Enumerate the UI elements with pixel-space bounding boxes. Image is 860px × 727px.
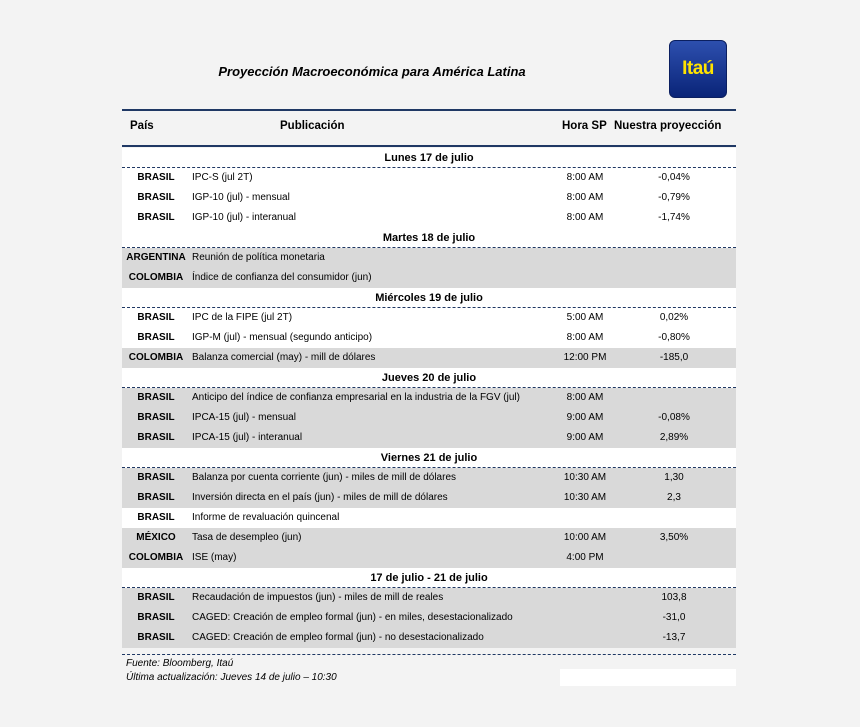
- projection-cell: 2,3: [667, 492, 681, 503]
- projection-cell: 3,50%: [659, 532, 689, 543]
- table-row: [122, 628, 736, 648]
- time-cell: 4:00 PM: [566, 552, 604, 563]
- table-row: [122, 168, 736, 188]
- table-row: [122, 528, 736, 548]
- day-heading: Lunes 17 de julio: [122, 148, 736, 168]
- time-cell: 8:00 AM: [566, 172, 604, 183]
- bottom-rule: [122, 654, 736, 655]
- table-row: [122, 428, 736, 448]
- projection-cell: -0,79%: [658, 192, 690, 203]
- country-cell: BRASIL: [137, 172, 175, 183]
- publication-cell: Balanza comercial (may) - mill de dólares: [192, 352, 376, 363]
- time-cell: 10:30 AM: [563, 492, 607, 503]
- projection-cell: -185,0: [659, 352, 689, 363]
- publication-cell: IPC de la FIPE (jul 2T): [192, 312, 293, 323]
- country-cell: BRASIL: [137, 192, 175, 203]
- country-cell: BRASIL: [137, 512, 175, 523]
- country-cell: BRASIL: [137, 312, 175, 323]
- day-heading: Viernes 21 de julio: [122, 448, 736, 468]
- time-cell: 5:00 AM: [566, 312, 604, 323]
- country-cell: BRASIL: [137, 492, 175, 503]
- header-projection: Nuestra proyección: [614, 120, 722, 132]
- time-cell: 8:00 AM: [566, 192, 604, 203]
- country-cell: COLOMBIA: [128, 272, 184, 283]
- publication-cell: Reunión de política monetaria: [192, 252, 325, 263]
- time-cell: 12:00 PM: [563, 352, 607, 363]
- country-cell: BRASIL: [137, 432, 175, 443]
- country-cell: BRASIL: [137, 632, 175, 643]
- header-country: País: [130, 120, 154, 132]
- table-row: [122, 608, 736, 628]
- table-row: [122, 328, 736, 348]
- publication-cell: IPCA-15 (jul) - interanual: [192, 432, 303, 443]
- day-heading: 17 de julio - 21 de julio: [122, 568, 736, 588]
- projection-cell: 2,89%: [659, 432, 689, 443]
- time-cell: 10:00 AM: [563, 532, 607, 543]
- table-row: [122, 468, 736, 488]
- country-cell: BRASIL: [137, 472, 175, 483]
- country-cell: MÉXICO: [136, 532, 176, 543]
- footer-updated: Última actualización: Jueves 14 de julio – 10:30: [126, 672, 337, 683]
- table-row: [122, 408, 736, 428]
- header-publication: Publicación: [280, 120, 345, 132]
- publication-cell: IPCA-15 (jul) - mensual: [192, 412, 296, 423]
- country-cell: ARGENTINA: [126, 252, 186, 263]
- time-cell: 8:00 AM: [566, 392, 604, 403]
- table-row: [122, 588, 736, 608]
- table-row: [122, 268, 736, 288]
- country-cell: BRASIL: [137, 592, 175, 603]
- publication-cell: IGP-M (jul) - mensual (segundo anticipo): [192, 332, 373, 343]
- publication-cell: ISE (may): [192, 552, 237, 563]
- time-cell: 9:00 AM: [566, 432, 604, 443]
- projection-cell: -0,04%: [658, 172, 690, 183]
- country-cell: BRASIL: [137, 212, 175, 223]
- publication-cell: Índice de confianza del consumidor (jun): [192, 272, 372, 283]
- projection-cell: -31,0: [662, 612, 686, 623]
- time-cell: 10:30 AM: [563, 472, 607, 483]
- footer-source: Fuente: Bloomberg, Itaú: [126, 658, 234, 669]
- footer: [126, 657, 337, 685]
- projection-cell: 0,02%: [659, 312, 689, 323]
- publication-cell: CAGED: Creación de empleo formal (jun) - en miles, desestacionalizado: [192, 612, 513, 623]
- projection-cell: -13,7: [662, 632, 686, 643]
- header-rule: [122, 145, 736, 147]
- projection-cell: -1,74%: [658, 212, 690, 223]
- table-row: [122, 248, 736, 268]
- header-time: Hora SP: [562, 120, 607, 132]
- publication-cell: IGP-10 (jul) - mensual: [192, 192, 290, 203]
- calendar-table: [122, 148, 736, 648]
- time-cell: 9:00 AM: [566, 412, 604, 423]
- time-cell: 8:00 AM: [566, 212, 604, 223]
- table-header: [122, 118, 736, 138]
- top-rule: [122, 109, 736, 111]
- projection-cell: 1,30: [664, 472, 684, 483]
- table-row: [122, 508, 736, 528]
- page-title: Proyección Macroeconómica para América Latina: [218, 64, 526, 79]
- publication-cell: IGP-10 (jul) - interanual: [192, 212, 296, 223]
- country-cell: BRASIL: [137, 612, 175, 623]
- country-cell: BRASIL: [137, 332, 175, 343]
- table-row: [122, 388, 736, 408]
- logo-text: Itaú: [682, 58, 714, 79]
- publication-cell: Balanza por cuenta corriente (jun) - miles de mill de dólares: [192, 472, 457, 483]
- publication-cell: IPC-S (jul 2T): [192, 172, 253, 183]
- projection-cell: 103,8: [661, 592, 687, 603]
- country-cell: COLOMBIA: [128, 352, 184, 363]
- day-heading: Miércoles 19 de julio: [122, 288, 736, 308]
- table-row: [122, 208, 736, 228]
- country-cell: BRASIL: [137, 412, 175, 423]
- table-row: [122, 548, 736, 568]
- day-heading: Martes 18 de julio: [122, 228, 736, 248]
- projection-cell: -0,80%: [658, 332, 690, 343]
- publication-cell: Anticipo del índice de confianza empresarial en la industria de la FGV (jul): [192, 392, 520, 403]
- publication-cell: Recaudación de impuestos (jun) - miles de mill de reales: [192, 592, 444, 603]
- publication-cell: Inversión directa en el país (jun) - miles de mill de dólares: [192, 492, 448, 503]
- table-row: [122, 188, 736, 208]
- publication-cell: Informe de revaluación quincenal: [192, 512, 340, 523]
- blank-cell: [560, 669, 736, 686]
- table-row: [122, 348, 736, 368]
- table-row: [122, 308, 736, 328]
- country-cell: BRASIL: [137, 392, 175, 403]
- day-heading: Jueves 20 de julio: [122, 368, 736, 388]
- country-cell: COLOMBIA: [128, 552, 184, 563]
- itau-logo: [669, 40, 727, 98]
- publication-cell: Tasa de desempleo (jun): [192, 532, 302, 543]
- time-cell: 8:00 AM: [566, 332, 604, 343]
- publication-cell: CAGED: Creación de empleo formal (jun) - no desestacionalizado: [192, 632, 484, 643]
- table-row: [122, 488, 736, 508]
- projection-cell: -0,08%: [658, 412, 690, 423]
